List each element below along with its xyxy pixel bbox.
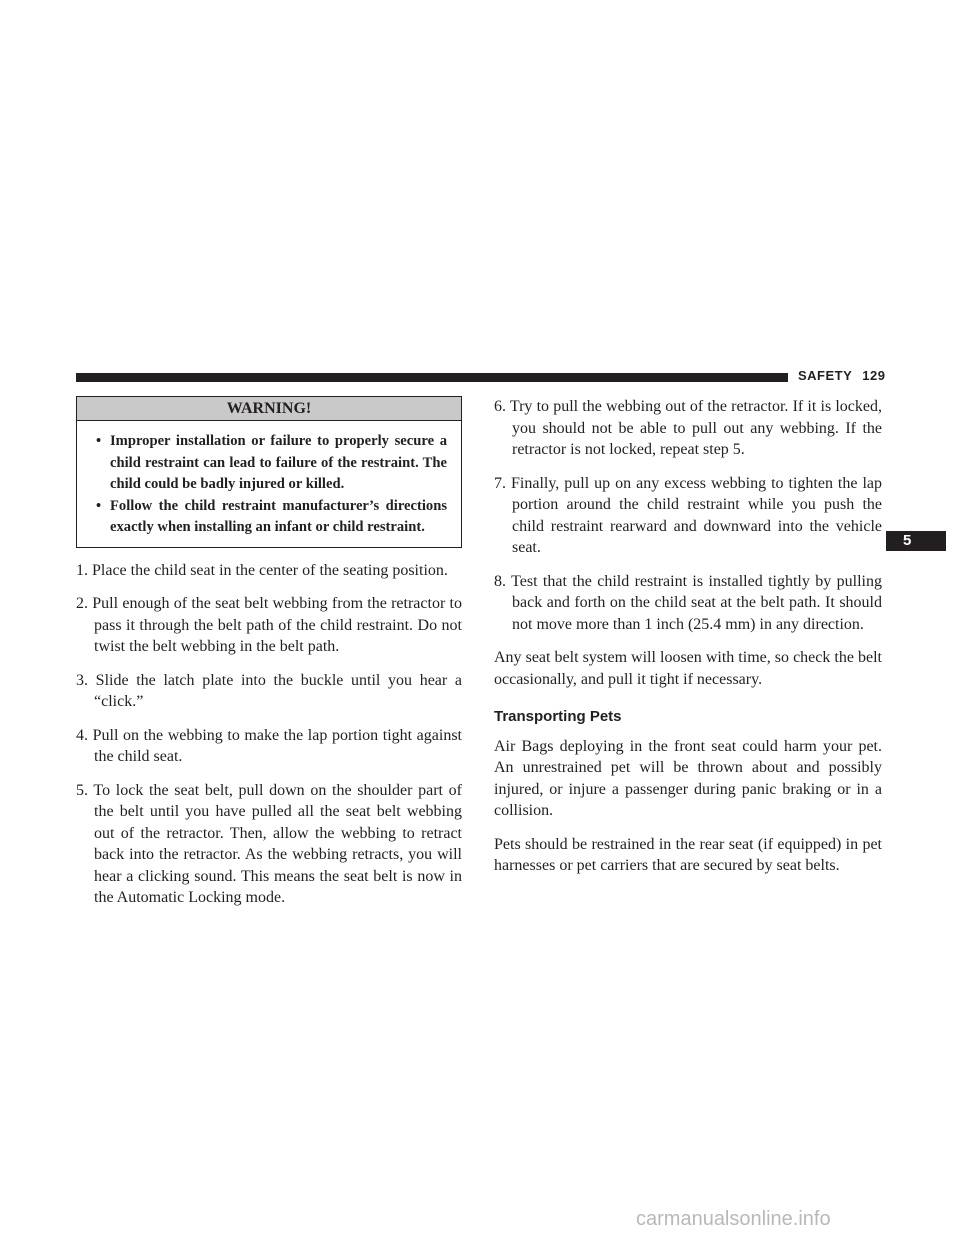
running-header xyxy=(798,368,886,383)
step-text: Pull on the webbing to make the lap portion tight against the child seat. xyxy=(92,726,463,765)
step-item xyxy=(76,593,462,658)
step-number: 2. xyxy=(76,595,88,612)
left-column xyxy=(76,396,462,921)
step-text: Pull enough of the seat belt webbing from the retractor to pass it through the belt path of the child restraint. Do not twist the belt webbing in the belt path. xyxy=(92,595,463,655)
step-number: 5. xyxy=(76,781,88,799)
step-item xyxy=(494,571,882,636)
step-item xyxy=(494,473,882,559)
pets-paragraph: Air Bags deploying in the front seat could harm your pet. An unrestrained pet will be thrown about and possibly injured, or injure a passenger during panic braking or in a collision. xyxy=(494,737,882,819)
warning-bullet xyxy=(96,496,447,539)
step-text: Place the child seat in the center of the seating position. xyxy=(92,561,448,579)
warning-text: Improper installation or failure to properly secure a child restraint can lead to failure of the restraint. The child could be badly injured or killed. xyxy=(110,433,447,492)
step-number: 4. xyxy=(76,726,88,744)
step-item xyxy=(76,670,462,713)
watermark: carmanualsonline.info xyxy=(636,1208,831,1230)
steps-list-left xyxy=(76,560,462,909)
pets-paragraph: Pets should be restrained in the rear seat (if equipped) in pet harnesses or pet carriers that are secured by seat belts. xyxy=(494,835,882,874)
step-number: 7. xyxy=(494,474,506,492)
step-item xyxy=(494,396,882,461)
warning-box xyxy=(76,396,462,548)
steps-list-right xyxy=(494,396,882,635)
right-column xyxy=(494,396,882,889)
bullet-icon: • xyxy=(96,497,102,514)
step-number: 6. xyxy=(494,398,506,415)
chapter-tab: 5 xyxy=(886,531,946,551)
header-rule xyxy=(76,373,788,382)
step-number: 3. xyxy=(76,671,88,689)
section-heading: Transporting Pets xyxy=(494,708,622,725)
warning-list xyxy=(77,421,461,547)
step-item xyxy=(76,560,462,582)
step-number: 1. xyxy=(76,561,88,579)
page-number: 129 xyxy=(862,368,886,383)
step-item xyxy=(76,725,462,768)
step-text: Finally, pull up on any excess webbing to tighten the lap portion around the child restraint while you push the child restraint rearward and downward into the vehicle seat. xyxy=(511,474,883,556)
seatbelt-note: Any seat belt system will loosen with time, so check the belt occasionally, and pull it tight if necessary. xyxy=(494,649,882,688)
bullet-icon: • xyxy=(96,433,102,449)
warning-bullet xyxy=(96,431,447,496)
step-text: Try to pull the webbing out of the retractor. If it is locked, you should not be able to pull out any webbing. If the retractor is not locked, repeat step 5. xyxy=(509,398,882,458)
warning-title: WARNING! xyxy=(77,397,461,421)
step-text: To lock the seat belt, pull down on the shoulder part of the belt until you have pulled all the seat belt webbing out of the retractor. Then, allow the webbing to retract back into the retractor. As the webbing retracts, you will hear a clicking sound. This means the seat belt is now in the Automatic Locking mode. xyxy=(93,781,462,906)
step-text: Slide the latch plate into the buckle until you hear a “click.” xyxy=(94,671,462,710)
warning-text: Follow the child restraint manufacturer’s directions exactly when installing an infant or child restraint. xyxy=(110,497,447,535)
section-title: SAFETY xyxy=(798,368,853,383)
step-number: 8. xyxy=(494,572,506,590)
step-text: Test that the child restraint is installed tightly by pulling back and forth on the child seat at the belt path. It should not move more than 1 inch (25.4 mm) in any direction. xyxy=(511,572,882,633)
step-item xyxy=(76,780,462,909)
